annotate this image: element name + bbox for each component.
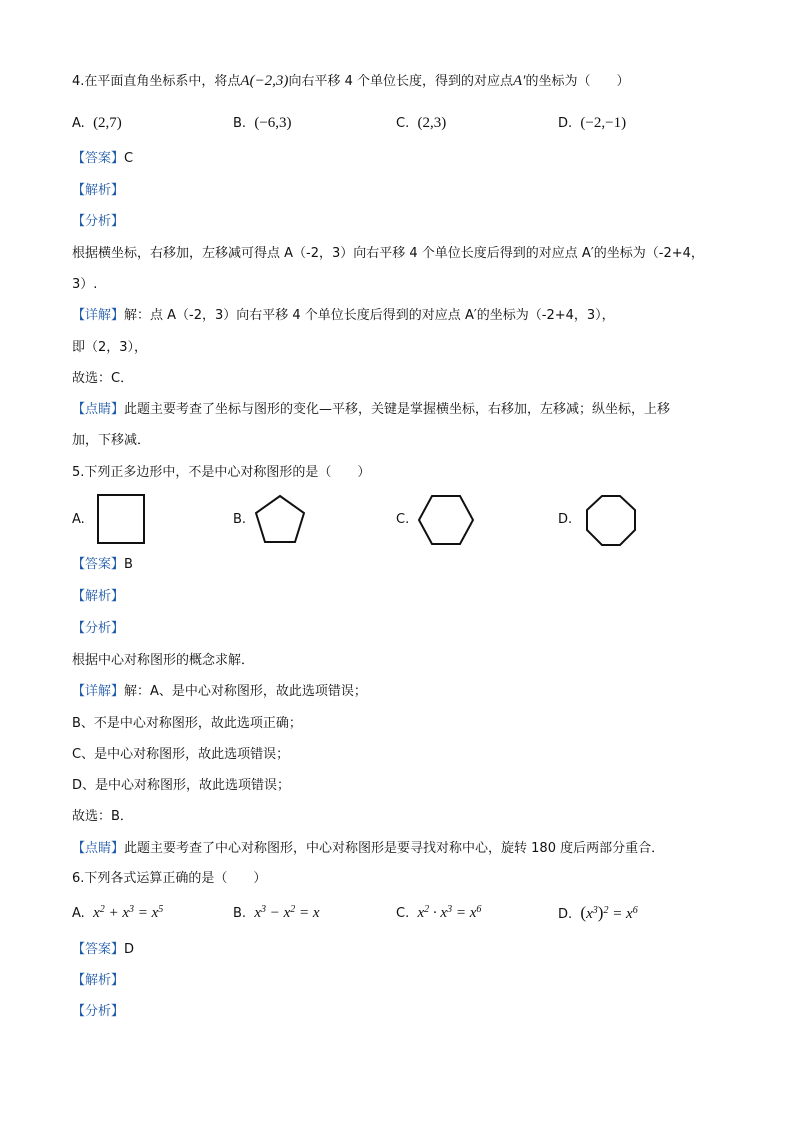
q6-jiexi-tag: 【解析】: [72, 973, 125, 988]
q5-fenxi-tag: 【分析】: [72, 621, 125, 636]
q4-comment: 【点睛】此题主要考查了坐标与图形的变化—平移，关键是掌握横坐标，右移加，左移减；纵坐标，上移: [72, 402, 671, 417]
comment-tag: 【点睛】: [72, 402, 125, 417]
q4-point: A(−2,3): [240, 73, 289, 89]
q5-option-c-label: C.: [396, 512, 410, 527]
q4-comment-line2: 加，下移减．: [72, 433, 151, 448]
q4-detail-line3: 故选：C．: [72, 371, 134, 386]
q4-fenxi-tag: 【分析】: [72, 214, 125, 229]
answer-tag: 【答案】: [72, 942, 125, 957]
q6-answer: 【答案】D: [72, 942, 135, 957]
hexagon-shape: [417, 494, 475, 546]
q5-option-a-label: A.: [72, 512, 85, 527]
q4-detail-line2: 即（2，3），: [72, 340, 148, 355]
q6-option-a: A. $x^2 + x^3 = x^5$: [72, 904, 164, 921]
q6-fenxi-tag: 【分析】: [72, 1004, 125, 1019]
q5-option-d-label: D.: [558, 512, 573, 527]
comment-tag: 【点睛】: [72, 841, 125, 856]
q5-comment: 【点睛】此题主要考查了中心对称图形，中心对称图形是要寻找对称中心，旋转 180 度后两部分重合．: [72, 841, 665, 856]
detail-tag: 【详解】: [72, 308, 125, 323]
q4-option-d: D. (−2,−1): [558, 115, 627, 131]
answer-tag: 【答案】: [72, 557, 125, 572]
answer-tag: 【答案】: [72, 151, 125, 166]
pentagon-shape: [253, 494, 307, 546]
octagon-shape: [584, 494, 638, 548]
q5-detail-line3: C、是中心对称图形，故此选项错误；: [72, 747, 290, 762]
q4-point-prime: A′: [512, 73, 526, 89]
q4-option-b: B. (−6,3): [233, 115, 292, 131]
q6-option-b: B. $x^3 - x^2 = x$: [233, 904, 320, 921]
q5-jiexi-tag: 【解析】: [72, 589, 125, 604]
q4-analysis-line2: 3）.: [72, 277, 98, 292]
q6-option-d: D. $(x^3)^2 = x^6$: [558, 903, 638, 922]
q5-option-b-label: B.: [233, 512, 247, 527]
q6-option-c: C. $x^2 \cdot x^3 = x^6$: [396, 904, 482, 921]
q4-option-a: A. (2,7): [72, 115, 122, 131]
square-shape: [96, 493, 148, 545]
q4-jiexi-tag: 【解析】: [72, 183, 125, 198]
q5-answer: 【答案】B: [72, 557, 133, 572]
q5-detail-line5: 故选：B．: [72, 809, 133, 824]
q4-stem: 4.在平面直角坐标系中，将点A(−2,3)向右平移 4 个单位长度，得到的对应点A′的坐标为（ ）: [72, 73, 630, 89]
q6-stem: 6.下列各式运算正确的是（ ）: [72, 871, 267, 886]
q4-option-c: C. (2,3): [396, 115, 447, 131]
q5-stem: 5.下列正多边形中，不是中心对称图形的是（ ）: [72, 465, 371, 480]
q4-analysis-line1: 根据横坐标，右移加，左移减可得点 A（-2，3）向右平移 4 个单位长度后得到的对应点 A′的坐标为（-2+4，: [72, 246, 704, 261]
q5-analysis: 根据中心对称图形的概念求解．: [72, 653, 255, 668]
q5-detail-line4: D、是中心对称图形，故此选项错误；: [72, 778, 291, 793]
q5-detail-line2: B、不是中心对称图形，故此选项正确；: [72, 716, 302, 731]
q4-answer: 【答案】C: [72, 151, 134, 166]
q4-detail: 【详解】解：点 A（-2，3）向右平移 4 个单位长度后得到的对应点 A′的坐标为（-2+4，3），: [72, 308, 615, 323]
q5-detail: 【详解】解：A、是中心对称图形，故此选项错误；: [72, 684, 367, 699]
detail-tag: 【详解】: [72, 684, 125, 699]
